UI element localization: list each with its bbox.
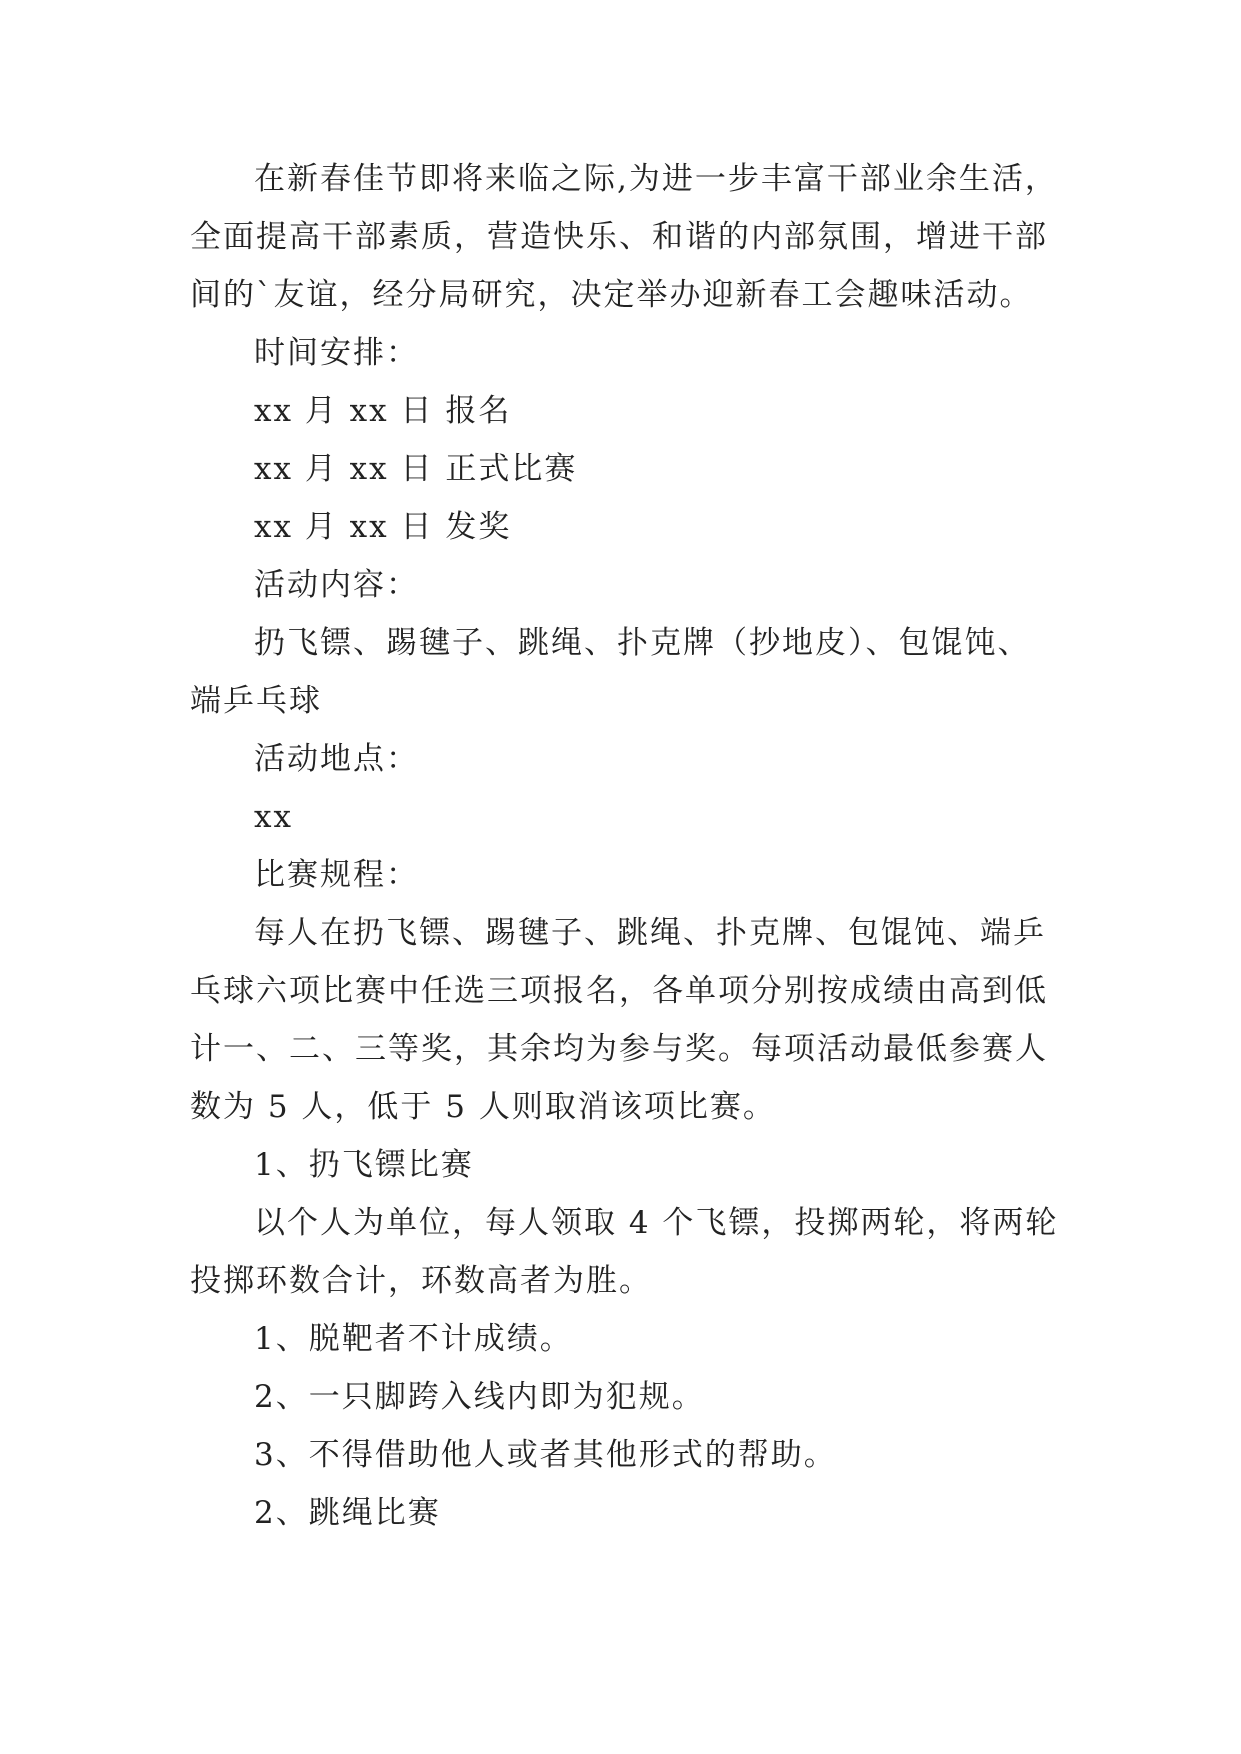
- paragraph-line: 计一、二、三等奖，其余均为参与奖。每项活动最低参赛人: [190, 1031, 1048, 1067]
- paragraph-line: 投掷环数合计，环数高者为胜。: [190, 1263, 652, 1299]
- paragraph-line: 间的`友谊，经分局研究，决定举办迎新春工会趣味活动。: [190, 277, 1033, 313]
- paragraph-line: 扔飞镖、踢毽子、跳绳、扑克牌（抄地皮）、包馄饨、: [254, 625, 1031, 661]
- schedule-item: xx 月 xx 日 报名: [254, 393, 512, 429]
- subsection-heading-darts: 1、扔飞镖比赛: [254, 1147, 474, 1183]
- schedule-item: xx 月 xx 日 正式比赛: [254, 451, 578, 487]
- paragraph-line: 以个人为单位，每人领取 4 个飞镖，投掷两轮，将两轮: [254, 1205, 1059, 1241]
- paragraph-line: 每人在扔飞镖、踢毽子、跳绳、扑克牌、包馄饨、端乒: [254, 915, 1046, 951]
- paragraph-line: 端乒乓球: [190, 683, 322, 719]
- section-heading-location: 活动地点：: [254, 741, 419, 777]
- section-heading-rules: 比赛规程：: [254, 857, 419, 893]
- rule-item: 1、脱靶者不计成绩。: [254, 1321, 573, 1357]
- document-body: [190, 150, 1090, 1542]
- paragraph-line: 全面提高干部素质，营造快乐、和谐的内部氛围，增进干部: [190, 219, 1048, 255]
- paragraph-line: 在新春佳节即将来临之际,为进一步丰富干部业余生活，: [254, 161, 1058, 197]
- schedule-item: xx 月 xx 日 发奖: [254, 509, 512, 545]
- paragraph-line: 乓球六项比赛中任选三项报名，各单项分别按成绩由高到低: [190, 973, 1048, 1009]
- rule-item: 2、一只脚跨入线内即为犯规。: [254, 1379, 705, 1415]
- paragraph-line: 数为 5 人，低于 5 人则取消该项比赛。: [190, 1089, 776, 1125]
- section-heading-schedule: 时间安排：: [254, 335, 419, 371]
- subsection-heading-jump-rope: 2、跳绳比赛: [254, 1495, 441, 1531]
- location-value: xx: [254, 799, 293, 835]
- section-heading-content: 活动内容：: [254, 567, 419, 603]
- rule-item: 3、不得借助他人或者其他形式的帮助。: [254, 1437, 837, 1473]
